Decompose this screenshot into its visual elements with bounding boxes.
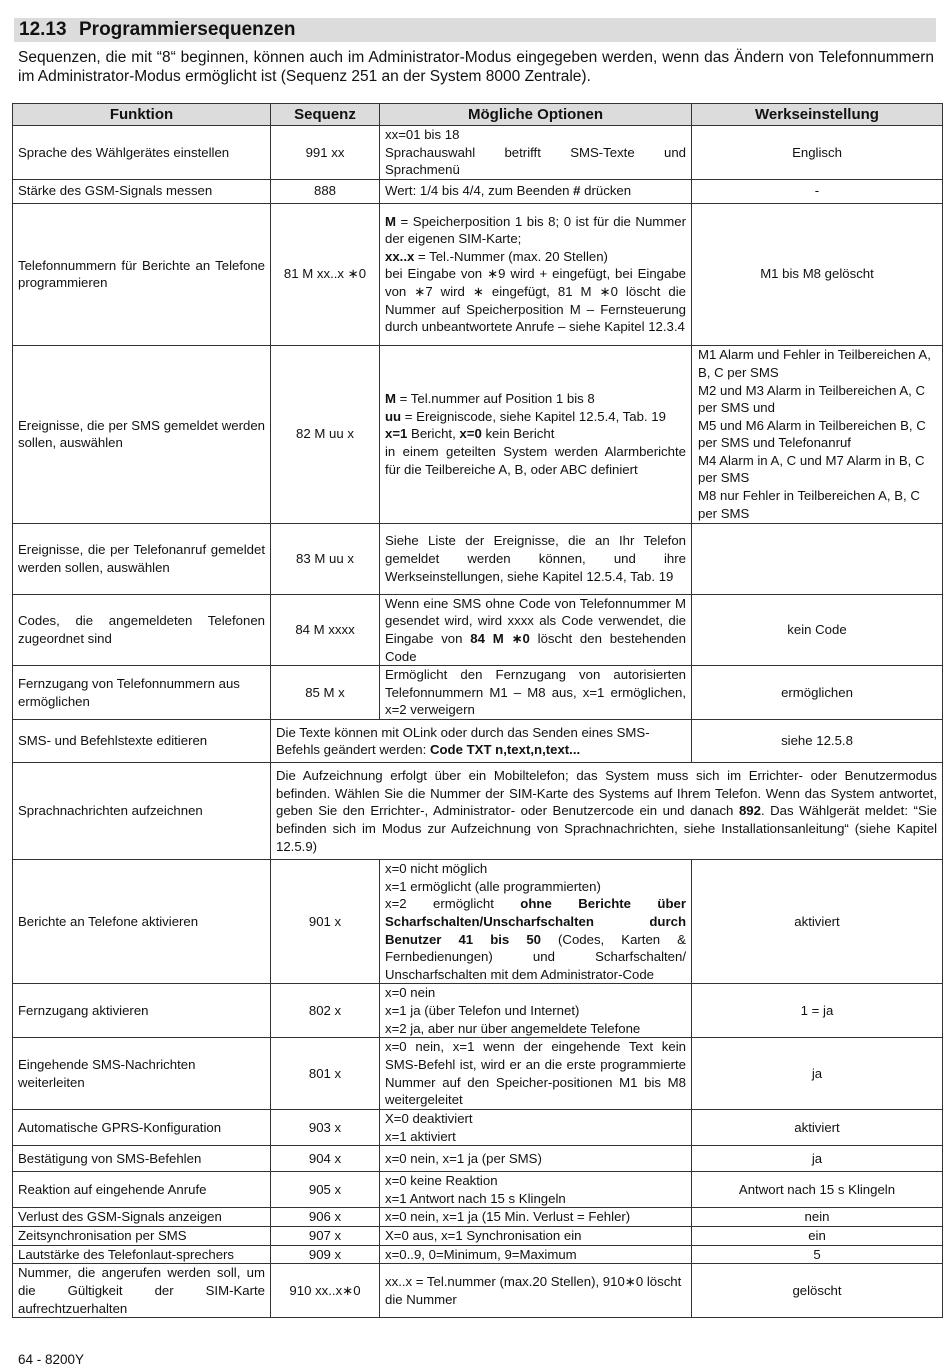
table-row xyxy=(13,1208,943,1227)
option-text: Die Texte können mit OLink oder durch das Senden eines SMS-Befehls geändert werden: xyxy=(276,724,650,758)
table-row xyxy=(13,1110,943,1146)
funktion-cell: Nummer, die angerufen werden soll, um die Gültigkeit der SIM-Karte aufrechtzuerhalten xyxy=(13,1264,271,1318)
funktion-cell: Ereignisse, die per Telefonanruf gemeldet werden sollen, auswählen xyxy=(13,523,271,594)
option-text: = Tel.nummer auf Position 1 bis 8 xyxy=(396,391,595,407)
table-row xyxy=(13,860,943,984)
funktion-cell: Codes, die angemeldeten Telefonen zugeordnet sind xyxy=(13,594,271,665)
optionen-cell: x=0 nein, x=1 ja (per SMS) xyxy=(380,1146,692,1172)
option-text: drücken xyxy=(580,183,632,199)
werkseinstellung-cell: aktiviert xyxy=(692,860,943,984)
table-row xyxy=(13,984,943,1038)
werkseinstellung-cell: M1 bis M8 gelöscht xyxy=(692,203,943,345)
sequenz-cell: 903 x xyxy=(271,1110,380,1146)
optionen-cell: Siehe Liste der Ereignisse, die an Ihr Telefon gemeldet werden können, und ihre Werkseinstellungen, siehe Kapitel 12.5.4, Tab. 19 xyxy=(380,523,692,594)
werkseinstellung-cell: Englisch xyxy=(692,126,943,180)
funktion-cell: Fernzugang von Telefonnummern aus ermöglichen xyxy=(13,666,271,720)
option-line: Sprachauswahl betrifft SMS-Texte und Sprachmenü xyxy=(385,144,686,178)
werkseinstellung-cell xyxy=(692,345,943,523)
werkseinstellung-cell: Antwort nach 15 s Klingeln xyxy=(692,1172,943,1208)
option-text: Die Aufzeichnung erfolgt über ein Mobiltelefon; das System muss sich im Errichter- oder Benutzermodus befinden. Wählen Sie die Nummer der SIM-Karte des Systems auf Ihrem Telefon. Wenn das System antwortet, geben Sie den Errichter-, Administrator- oder Benutzercode ein und danach xyxy=(276,768,937,819)
default-line: M4 Alarm in A, C und M7 Alarm in B, C per SMS xyxy=(698,452,925,486)
funktion-cell: SMS- und Befehlstexte editieren xyxy=(13,720,271,763)
werkseinstellung-cell: siehe 12.5.8 xyxy=(692,720,943,763)
table-row xyxy=(13,720,943,763)
funktion-cell: Automatische GPRS-Konfiguration xyxy=(13,1110,271,1146)
sequenz-cell: 82 M uu x xyxy=(271,345,380,523)
option-line: x=2 ja, aber nur über angemeldete Telefone xyxy=(385,1020,641,1036)
sequenz-cell: 907 x xyxy=(271,1227,380,1246)
option-text: Bericht, xyxy=(407,426,460,442)
intro-paragraph: Sequenzen, die mit “8“ beginnen, können auch im Administrator-Modus eingegeben werden, wenn das Ändern von Telefonnummern im Administrator-Modus ermöglicht ist (Sequenz 251 an der System 8000 Zentrale). xyxy=(18,49,934,85)
optionen-cell xyxy=(380,860,692,984)
table-row xyxy=(13,1146,943,1172)
table-row xyxy=(13,203,943,345)
funktion-cell: Telefonnummern für Berichte an Telefone programmieren xyxy=(13,203,271,345)
table-row xyxy=(13,594,943,665)
default-line: M8 nur Fehler in Teilbereichen A, B, C per SMS xyxy=(698,488,920,521)
sequenz-cell: 802 x xyxy=(271,984,380,1038)
option-key: M xyxy=(385,213,396,229)
hash-key: # xyxy=(573,183,581,199)
option-key: M xyxy=(385,391,396,407)
werkseinstellung-cell: aktiviert xyxy=(692,1110,943,1146)
section-title: Programmiersequenzen xyxy=(79,19,296,40)
optionen-cell: x=0 nein, x=1 wenn der eingehende Text kein SMS-Befehl ist, wird er an die erste programmierte Nummer auf den Speicher-positionen M1 bis M8 weitergeleitet xyxy=(380,1038,692,1110)
optionen-cell xyxy=(380,179,692,203)
option-line: x=1 ermöglicht (alle programmierten) xyxy=(385,878,601,894)
werkseinstellung-cell: - xyxy=(692,179,943,203)
werkseinstellung-cell xyxy=(692,523,943,594)
option-line: x=0 nicht möglich xyxy=(385,861,488,877)
header-funktion: Funktion xyxy=(13,104,271,126)
werkseinstellung-cell: kein Code xyxy=(692,594,943,665)
funktion-cell: Stärke des GSM-Signals messen xyxy=(13,179,271,203)
table-header-row xyxy=(13,104,943,126)
table-row xyxy=(13,1172,943,1208)
werkseinstellung-cell: ja xyxy=(692,1146,943,1172)
werkseinstellung-cell: 5 xyxy=(692,1245,943,1264)
optionen-cell xyxy=(380,203,692,345)
option-text: Wenn eine SMS ohne Code von Telefonnummer M gesendet wird, wird xxxx als Code verwendet, die Eingabe von xyxy=(385,595,686,646)
table-row xyxy=(13,126,943,180)
option-text: bei Eingabe von ∗9 wird + eingefügt, bei Eingabe von ∗7 wird ∗ eingefügt, 81 M ∗0 löscht die Nummer auf Speicherposition M – Fernsteuerung durch unbeantwortete Anrufe – siehe Kapitel 12.3.4 xyxy=(385,266,686,335)
table-row xyxy=(13,763,943,860)
table-row xyxy=(13,1227,943,1246)
funktion-cell: Lautstärke des Telefonlaut-sprechers xyxy=(13,1245,271,1264)
option-key: x=1 xyxy=(385,426,408,442)
option-text: = Ereigniscode, siehe Kapitel 12.5.4, Tab. 19 xyxy=(401,408,666,424)
section-number: 12.13 xyxy=(19,19,67,40)
sequenz-cell: 904 x xyxy=(271,1146,380,1172)
default-line: M1 Alarm und Fehler in Teilbereichen A, B, C per SMS xyxy=(698,347,931,380)
table-row xyxy=(13,179,943,203)
optionen-cell xyxy=(380,1110,692,1146)
sequenz-cell: 81 M xx..x ∗0 xyxy=(271,203,380,345)
option-text: = Tel.-Nummer (max. 20 Stellen) xyxy=(414,248,608,264)
option-text: Wert: 1/4 bis 4/4, zum Beenden xyxy=(385,183,574,199)
option-text: (Codes, Karten & Fernbedienungen) und Scharfschalten/ Unscharfschalten mit dem Administrator-Code xyxy=(385,931,686,982)
sequenz-cell: 85 M x xyxy=(271,666,380,720)
option-line: x=1 ja (über Telefon und Internet) xyxy=(385,1002,580,1018)
optionen-cell xyxy=(271,720,692,763)
funktion-cell: Eingehende SMS-Nachrichten weiterleiten xyxy=(13,1038,271,1110)
option-line: x=0 keine Reaktion xyxy=(385,1173,498,1189)
option-text: x=2 ermöglicht xyxy=(385,896,521,912)
optionen-cell: X=0 aus, x=1 Synchronisation ein xyxy=(380,1227,692,1246)
table-row xyxy=(13,1245,943,1264)
werkseinstellung-cell: nein xyxy=(692,1208,943,1227)
header-werkseinstellung: Werkseinstellung xyxy=(692,104,943,126)
werkseinstellung-cell: ein xyxy=(692,1227,943,1246)
option-key: Code TXT n,text,n,text... xyxy=(429,742,581,758)
sequenz-cell: 991 xx xyxy=(271,126,380,180)
option-line: xx=01 bis 18 xyxy=(385,127,460,142)
table-row xyxy=(13,1264,943,1318)
werkseinstellung-cell: 1 = ja xyxy=(692,984,943,1038)
header-sequenz: Sequenz xyxy=(271,104,380,126)
sequenz-cell: 888 xyxy=(271,179,380,203)
default-line: M2 und M3 Alarm in Teilbereichen A, C per SMS und xyxy=(698,382,925,416)
option-key: ohne Berichte über Scharfschalten/Unscharfschalten durch Benutzer 41 bis 50 xyxy=(385,896,686,947)
programming-sequences-table xyxy=(12,103,943,1318)
page-footer: 64 - 8200Y xyxy=(18,1352,85,1367)
option-text: kein Bericht xyxy=(481,426,555,442)
optionen-cell xyxy=(380,126,692,180)
funktion-cell: Verlust des GSM-Signals anzeigen xyxy=(13,1208,271,1227)
sequenz-cell: 910 xx..x∗0 xyxy=(271,1264,380,1318)
funktion-cell: Sprachnachrichten aufzeichnen xyxy=(13,763,271,860)
option-key: uu xyxy=(385,408,402,424)
sequenz-cell: 905 x xyxy=(271,1172,380,1208)
header-optionen: Mögliche Optionen xyxy=(380,104,692,126)
optionen-cell xyxy=(380,984,692,1038)
table-row xyxy=(13,523,943,594)
section-header xyxy=(14,18,936,42)
option-key: 84 M ∗0 xyxy=(470,630,530,646)
funktion-cell: Bestätigung von SMS-Befehlen xyxy=(13,1146,271,1172)
table-row xyxy=(13,1038,943,1110)
funktion-cell: Reaktion auf eingehende Anrufe xyxy=(13,1172,271,1208)
optionen-cell xyxy=(380,1172,692,1208)
sequenz-cell: 84 M xxxx xyxy=(271,594,380,665)
option-line: X=0 deaktiviert xyxy=(385,1111,473,1127)
default-line: M5 und M6 Alarm in Teilbereichen B, C per SMS und Telefonanruf xyxy=(698,417,926,451)
werkseinstellung-cell: ermöglichen xyxy=(692,666,943,720)
option-line: x=1 aktiviert xyxy=(385,1128,456,1144)
option-line: x=1 Antwort nach 15 s Klingeln xyxy=(385,1190,566,1206)
funktion-cell: Berichte an Telefone aktivieren xyxy=(13,860,271,984)
option-text: in einem geteilten System werden Alarmberichte für die Teilbereiche A, B, oder ABC definiert xyxy=(385,444,686,477)
funktion-cell: Zeitsynchronisation per SMS xyxy=(13,1227,271,1246)
optionen-cell: x=0..9, 0=Minimum, 9=Maximum xyxy=(380,1245,692,1264)
optionen-cell xyxy=(271,763,943,860)
sequenz-cell: 909 x xyxy=(271,1245,380,1264)
sequenz-cell: 906 x xyxy=(271,1208,380,1227)
option-text: = Speicherposition 1 bis 8; 0 ist für die Nummer der eigenen SIM-Karte; xyxy=(385,213,686,247)
optionen-cell: xx..x = Tel.nummer (max.20 Stellen), 910∗0 löscht die Nummer xyxy=(380,1264,692,1318)
funktion-cell: Fernzugang aktivieren xyxy=(13,984,271,1038)
table-row xyxy=(13,666,943,720)
sequenz-cell: 83 M uu x xyxy=(271,523,380,594)
sequenz-cell: 801 x xyxy=(271,1038,380,1110)
werkseinstellung-cell: gelöscht xyxy=(692,1264,943,1318)
table-row xyxy=(13,345,943,523)
option-key: 892 xyxy=(738,803,761,819)
optionen-cell: x=0 nein, x=1 ja (15 Min. Verlust = Fehler) xyxy=(380,1208,692,1227)
option-key: xx..x xyxy=(385,248,415,264)
optionen-cell xyxy=(380,594,692,665)
option-line: x=0 nein xyxy=(385,985,436,1001)
optionen-cell xyxy=(380,345,692,523)
optionen-cell: Ermöglicht den Fernzugang von autorisierten Telefonnummern M1 – M8 aus, x=1 ermöglichen, x=2 verweigern xyxy=(380,666,692,720)
funktion-cell: Ereignisse, die per SMS gemeldet werden sollen, auswählen xyxy=(13,345,271,523)
funktion-cell: Sprache des Wählgerätes einstellen xyxy=(13,126,271,180)
option-key: x=0 xyxy=(459,426,482,442)
option-text: . Das Wählgerät meldet: “Sie befinden sich im Modus zur Aufzeichnung von Sprachnachrichten, siehe Installationsanleitung“ (siehe Kapitel 12.5.9) xyxy=(276,803,937,854)
werkseinstellung-cell: ja xyxy=(692,1038,943,1110)
sequenz-cell: 901 x xyxy=(271,860,380,984)
option-text: löscht den bestehenden Code xyxy=(385,630,686,664)
